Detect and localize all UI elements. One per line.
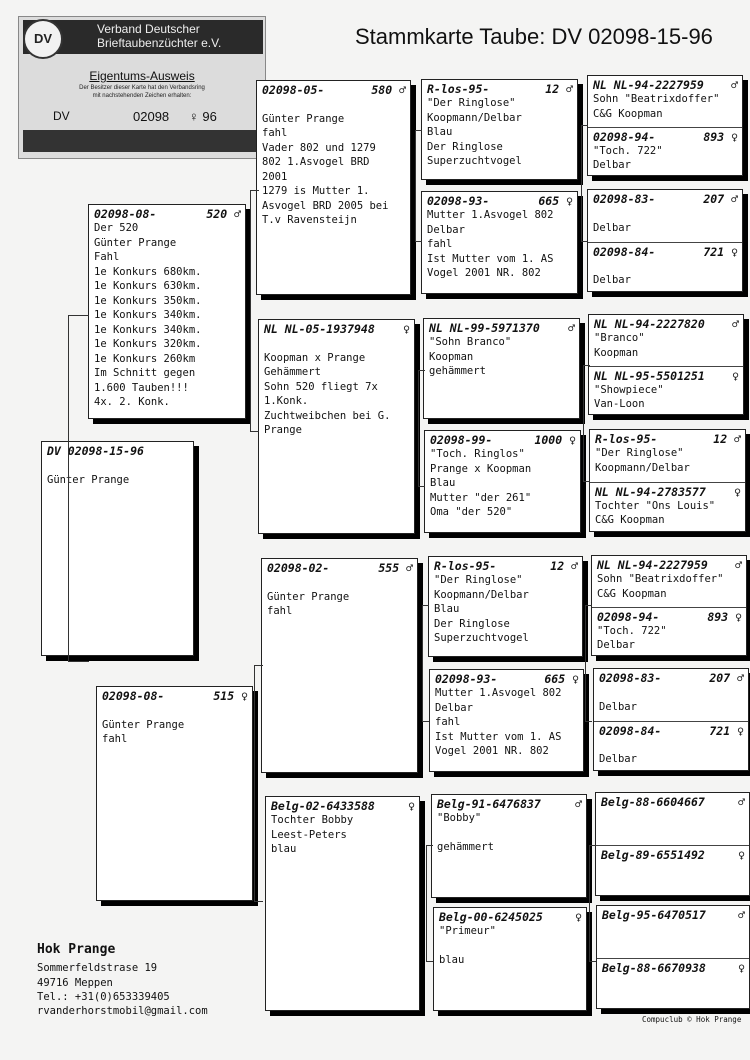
stamp-heading: Eigentums-Ausweis xyxy=(89,69,195,83)
card-line: Zuchtweibchen bei G. xyxy=(264,409,391,422)
pigeon-card-g6 xyxy=(593,668,749,771)
connector-line xyxy=(589,845,596,962)
stamp-ring: 02098 xyxy=(133,109,170,124)
card-line: Sohn "Beatrixdoffer" xyxy=(593,93,720,105)
card-ring-number: 893 ♀ xyxy=(703,129,738,144)
card-line: Delbar xyxy=(599,700,637,713)
card-line: T.v Ravensteijn xyxy=(262,214,357,226)
pigeon-card-g5 xyxy=(591,555,747,656)
connector-line xyxy=(254,665,263,902)
grandparent-sire xyxy=(597,906,749,958)
card-line: 1e Konkurs 630km. xyxy=(94,280,202,292)
pigeon-card-mother xyxy=(96,686,253,901)
grandparent-sire xyxy=(589,315,743,366)
card-header xyxy=(592,556,746,572)
card-ring-number: 580 ♂ xyxy=(371,83,406,97)
card-line: Tochter Bobby xyxy=(271,814,354,826)
card-line: Delbar xyxy=(593,159,631,171)
card-ring-number: ♂ xyxy=(738,795,745,809)
card-line: Mutter "der 261" xyxy=(430,491,532,504)
card-line: Delbar xyxy=(593,274,631,286)
card-header xyxy=(589,315,743,331)
card-line: "Der Ringlose" xyxy=(427,97,516,109)
card-header xyxy=(259,320,414,336)
pigeon-card-fff xyxy=(421,79,578,180)
card-header xyxy=(597,906,749,922)
card-ring: 02098-94- xyxy=(597,609,660,624)
card-line: C&G Koopman xyxy=(593,107,663,120)
stamp-org-line2: Brieftaubenzüchter e.V. xyxy=(97,36,222,50)
stamp-dv: DV xyxy=(53,109,70,123)
grandparent-dam xyxy=(596,845,749,877)
card-header xyxy=(97,687,252,703)
card-header xyxy=(429,557,582,573)
grandparent-sire xyxy=(594,669,748,721)
card-line: blau xyxy=(271,843,297,855)
card-line: Vogel 2001 NR. 802 xyxy=(427,267,541,279)
card-ring: Belg-95-6470517 xyxy=(602,908,706,922)
card-line: Asvogel BRD 2005 bei xyxy=(262,199,389,212)
card-ring: 02098-02- xyxy=(267,561,330,575)
card-line: C&G Koopman xyxy=(595,514,665,526)
card-line: Blau xyxy=(430,477,456,489)
card-line: Koopmann/Delbar xyxy=(595,461,690,474)
card-line: Ist Mutter vom 1. AS xyxy=(427,252,554,265)
card-ring-number: 12 ♂ xyxy=(550,559,578,573)
stamp-org-line1: Verband Deutscher xyxy=(97,22,200,36)
card-ring-number: 207 ♂ xyxy=(709,671,744,685)
card-line: gehämmert xyxy=(429,365,486,377)
pigeon-card-g2 xyxy=(587,189,743,292)
card-line: Vogel 2001 NR. 802 xyxy=(435,745,549,757)
card-line xyxy=(596,824,749,839)
card-line: Prange x Koopman xyxy=(430,462,532,475)
card-header xyxy=(596,793,749,809)
card-line: Koopman x Prange xyxy=(264,351,366,364)
grandparent-dam xyxy=(592,607,746,653)
card-line xyxy=(257,97,410,112)
card-header xyxy=(434,908,586,924)
card-ring: 02098-05- xyxy=(262,83,325,97)
card-line xyxy=(596,809,749,824)
footer-city: 49716 Meppen xyxy=(37,977,113,989)
grandparent-dam xyxy=(594,721,748,767)
card-ring-number: ♀ xyxy=(734,484,741,499)
grandparent-dam xyxy=(589,366,743,412)
grandparent-sire xyxy=(588,76,742,127)
card-line: Vader 802 und 1279 xyxy=(262,141,376,154)
card-line: 1e Konkurs 350km. xyxy=(94,294,202,307)
pigeon-card-fm xyxy=(258,319,415,534)
footer-name: Hok Prange xyxy=(37,942,116,957)
grandparent-dam xyxy=(588,242,742,288)
footer-email: rvanderhorstmobil@gmail.com xyxy=(37,1005,208,1017)
connector-line xyxy=(422,605,429,722)
card-ring-number: ♂ xyxy=(732,317,739,331)
pigeon-card-mf xyxy=(261,558,418,773)
card-line: fahl xyxy=(262,127,288,139)
card-line: 1e Konkurs 680km. xyxy=(94,265,202,278)
card-header xyxy=(422,192,577,208)
card-ring: Belg-88-6670938 xyxy=(602,961,706,975)
footer-street: Sommerfeldstrase 19 xyxy=(37,962,158,974)
card-line: Der Ringlose xyxy=(434,617,510,630)
card-header xyxy=(596,846,749,862)
card-ring-number: 520 ♂ xyxy=(206,207,241,221)
pigeon-card-g7 xyxy=(595,792,750,896)
card-line: Günter Prange xyxy=(262,112,345,125)
card-ring-number: ♂ xyxy=(738,908,745,922)
card-line: Sohn 520 fliegt 7x xyxy=(264,380,378,393)
pigeon-card-mff xyxy=(428,556,583,657)
stamp-sex-year: ♀ 96 xyxy=(189,109,217,124)
card-ring-number: 1000 ♀ xyxy=(534,433,576,447)
card-line: Leest-Peters xyxy=(271,828,347,841)
card-ring-number xyxy=(182,444,189,458)
card-ring-number: ♀ xyxy=(575,910,582,924)
card-line xyxy=(42,458,193,473)
card-header xyxy=(425,431,580,447)
ownership-stamp xyxy=(18,16,266,159)
connector-line xyxy=(250,190,259,432)
card-ring-number: ♀ xyxy=(403,322,410,336)
card-ring: 02098-99- xyxy=(430,433,493,447)
card-line: Mutter 1.Asvogel 802 xyxy=(435,687,562,699)
card-ring-number: ♂ xyxy=(735,558,742,572)
card-ring: 02098-93- xyxy=(435,672,498,686)
connector-line xyxy=(581,125,588,242)
card-line xyxy=(588,259,742,274)
card-ring: Belg-02-6433588 xyxy=(271,799,375,813)
card-line: "Bobby" xyxy=(437,812,482,824)
card-ring: NL NL-94-2227820 xyxy=(594,317,705,331)
card-line: 1.Konk. xyxy=(264,395,309,407)
card-line: Delbar xyxy=(593,221,631,234)
card-line: Blau xyxy=(434,603,460,615)
card-line xyxy=(432,826,586,841)
card-line: "Der Ringlose" xyxy=(595,447,684,459)
card-ring: R-los-95- xyxy=(595,432,658,446)
card-line xyxy=(597,922,749,937)
stamp-note1: Der Besitzer dieser Karte hat den Verbandsring xyxy=(79,85,205,91)
card-ring-number: 555 ♂ xyxy=(378,561,413,575)
grandparent-dam xyxy=(597,958,749,990)
pigeon-card-g4 xyxy=(589,429,746,532)
card-line: Blau xyxy=(427,126,453,138)
card-header xyxy=(424,319,579,335)
pigeon-card-g3 xyxy=(588,314,744,415)
card-header xyxy=(42,442,193,458)
card-line xyxy=(262,575,417,590)
card-line: fahl xyxy=(267,605,293,617)
pigeon-card-subject xyxy=(41,441,194,656)
grandparent-dam xyxy=(590,482,745,528)
card-line: Delbar xyxy=(599,753,637,765)
card-ring: Belg-91-6476837 xyxy=(437,797,541,811)
card-header xyxy=(597,959,749,975)
card-ring: 02098-08- xyxy=(102,689,165,703)
card-line: "Sohn Branco" xyxy=(429,336,512,348)
pigeon-card-fmf xyxy=(423,318,580,419)
card-header xyxy=(257,81,410,97)
card-line: blau xyxy=(439,954,465,966)
card-header xyxy=(592,608,746,624)
connector-line xyxy=(415,130,422,242)
card-ring-number: ♂ xyxy=(731,78,738,92)
card-line: Van-Loon xyxy=(594,398,645,410)
card-line: Prange xyxy=(264,424,302,436)
pigeon-card-ff xyxy=(256,80,411,295)
card-line: 4x. 2. Konk. xyxy=(94,396,170,408)
card-line: fahl xyxy=(102,733,128,745)
card-header xyxy=(590,483,745,499)
card-ring-number: ♂ xyxy=(568,321,575,335)
card-line xyxy=(594,685,748,700)
card-ring-number: 665 ♀ xyxy=(544,672,579,686)
card-ring: Belg-89-6551492 xyxy=(601,848,705,862)
card-line xyxy=(588,206,742,221)
card-ring: Belg-00-6245025 xyxy=(439,910,543,924)
card-line: gehämmert xyxy=(437,841,494,853)
card-line xyxy=(597,975,749,990)
card-ring-number: ♀ xyxy=(738,848,745,862)
card-ring-number: 12 ♂ xyxy=(545,82,573,96)
card-ring-number: ♀ xyxy=(408,799,415,813)
card-ring: 02098-84- xyxy=(599,723,662,738)
card-line: 1e Konkurs 340km. xyxy=(94,323,202,336)
card-ring: R-los-95- xyxy=(427,82,490,96)
card-line: C&G Koopman xyxy=(597,587,667,600)
card-header xyxy=(430,670,583,686)
card-header xyxy=(266,797,419,813)
card-ring-number: 721 ♀ xyxy=(703,244,738,259)
card-ring: 02098-83- xyxy=(593,192,656,206)
card-ring: NL NL-94-2227959 xyxy=(597,558,708,572)
card-ring: 02098-93- xyxy=(427,194,490,208)
card-line: Sohn "Beatrixdoffer" xyxy=(597,573,724,585)
card-header xyxy=(422,80,577,96)
grandparent-sire xyxy=(592,556,746,607)
card-ring-number: ♂ xyxy=(575,797,582,811)
card-line xyxy=(597,937,749,952)
pigeon-card-mm xyxy=(265,796,420,1011)
pigeon-card-g1 xyxy=(587,75,743,176)
card-line: Günter Prange xyxy=(94,236,177,249)
pigeon-card-g8 xyxy=(596,905,750,1009)
card-header xyxy=(588,243,742,259)
pigeon-card-mmf xyxy=(431,794,587,898)
connector-line xyxy=(68,315,89,662)
card-line: 802 1.Asvogel BRD xyxy=(262,156,370,168)
grandparent-sire xyxy=(588,190,742,242)
card-ring: DV 02098-15-96 xyxy=(47,444,144,458)
card-line: Gehämmert xyxy=(264,366,321,378)
card-line: Superzuchtvogel xyxy=(427,155,522,167)
card-ring: NL NL-99-5971370 xyxy=(429,321,540,335)
card-ring: 02098-08- xyxy=(94,207,157,221)
card-ring: R-los-95- xyxy=(434,559,497,573)
card-ring-number: 207 ♂ xyxy=(703,192,738,206)
card-line: fahl xyxy=(435,716,461,728)
card-line: Koopmann/Delbar xyxy=(434,588,529,601)
card-line: Koopmann/Delbar xyxy=(427,111,522,124)
card-ring-number: 893 ♀ xyxy=(707,609,742,624)
pigeon-card-ffm xyxy=(421,191,578,294)
card-line: Fahl xyxy=(94,251,120,263)
card-ring: 02098-83- xyxy=(599,671,662,685)
card-ring: 02098-84- xyxy=(593,244,656,259)
card-ring: NL NL-05-1937948 xyxy=(264,322,375,336)
card-line: Superzuchtvogel xyxy=(434,632,529,644)
grandparent-dam xyxy=(588,127,742,173)
footer-tel: Tel.: +31(0)653339405 xyxy=(37,991,170,1003)
card-line: Im Schnitt gegen xyxy=(94,367,196,379)
card-line: Delbar xyxy=(427,223,465,236)
card-line: Günter Prange xyxy=(102,718,185,731)
connector-line xyxy=(418,370,425,487)
footer-copyright: Compuclub © Hok Prange xyxy=(642,1015,742,1024)
card-ring-number: 721 ♀ xyxy=(709,723,744,738)
card-line xyxy=(596,862,749,877)
card-ring: NL NL-94-2783577 xyxy=(595,484,706,499)
card-ring-number: ♀ xyxy=(732,368,739,383)
card-line: Delbar xyxy=(597,639,635,651)
card-line: Günter Prange xyxy=(267,590,350,603)
card-line: 2001 xyxy=(262,170,288,183)
card-line: "Toch. 722" xyxy=(597,624,667,637)
card-line: 1e Konkurs 260km xyxy=(94,352,196,365)
pigeon-card-mfm xyxy=(429,669,584,772)
card-line: 1.600 Tauben!!! xyxy=(94,381,189,394)
card-ring-number: 665 ♀ xyxy=(538,194,573,208)
card-line: Koopman xyxy=(429,350,474,363)
card-header xyxy=(432,795,586,811)
page-title: Stammkarte Taube: DV 02098-15-96 xyxy=(355,24,713,49)
card-line: "Toch. Ringlos" xyxy=(430,448,525,460)
card-line: Delbar xyxy=(435,701,473,714)
pigeon-card-mmm xyxy=(433,907,587,1011)
card-ring-number: ♀ xyxy=(738,961,745,975)
grandparent-sire xyxy=(590,430,745,482)
card-line: Der Ringlose xyxy=(427,140,503,153)
card-line: Ist Mutter vom 1. AS xyxy=(435,730,562,743)
stamp-note2: mit nachstehenden Zeichen erhalten: xyxy=(92,93,192,99)
card-line: Oma "der 520" xyxy=(430,506,513,518)
card-ring-number: 12 ♂ xyxy=(713,432,741,446)
card-line: 1e Konkurs 340km. xyxy=(94,309,202,321)
card-header xyxy=(262,559,417,575)
stamp-pattern-band xyxy=(23,130,263,152)
card-line: Der 520 xyxy=(94,222,139,234)
card-line xyxy=(97,703,252,718)
card-line: "Toch. 722" xyxy=(593,144,663,157)
connector-line xyxy=(583,365,590,482)
card-line: Koopman xyxy=(594,346,639,359)
card-line xyxy=(434,939,586,954)
card-header xyxy=(89,205,245,221)
card-ring: NL NL-95-5501251 xyxy=(594,368,705,383)
card-header xyxy=(590,430,745,446)
card-line: "Showpiece" xyxy=(594,383,664,396)
card-ring: 02098-94- xyxy=(593,129,656,144)
card-header xyxy=(589,367,743,383)
card-line: Günter Prange xyxy=(47,473,130,486)
card-line: "Primeur" xyxy=(439,925,496,937)
card-line: "Branco" xyxy=(594,332,645,344)
pigeon-card-father xyxy=(88,204,246,419)
card-line: 1279 is Mutter 1. xyxy=(262,185,370,197)
card-ring: Belg-88-6604667 xyxy=(601,795,705,809)
card-ring: NL NL-94-2227959 xyxy=(593,78,704,92)
card-line xyxy=(594,738,748,753)
grandparent-sire xyxy=(596,793,749,845)
card-line: "Der Ringlose" xyxy=(434,574,523,586)
card-header xyxy=(588,128,742,144)
card-header xyxy=(588,76,742,92)
card-line: 1e Konkurs 320km. xyxy=(94,338,202,350)
card-header xyxy=(594,669,748,685)
connector-line xyxy=(585,605,592,722)
card-ring-number: 515 ♀ xyxy=(213,689,248,703)
card-line: fahl xyxy=(427,238,453,250)
card-line: Mutter 1.Asvogel 802 xyxy=(427,209,554,221)
card-line xyxy=(259,336,414,351)
card-header xyxy=(588,190,742,206)
pigeon-card-fmm xyxy=(424,430,581,533)
card-line: Tochter "Ons Louis" xyxy=(595,499,716,512)
connector-line xyxy=(426,845,433,962)
dv-logo-icon: DV xyxy=(23,19,63,59)
card-header xyxy=(594,722,748,738)
